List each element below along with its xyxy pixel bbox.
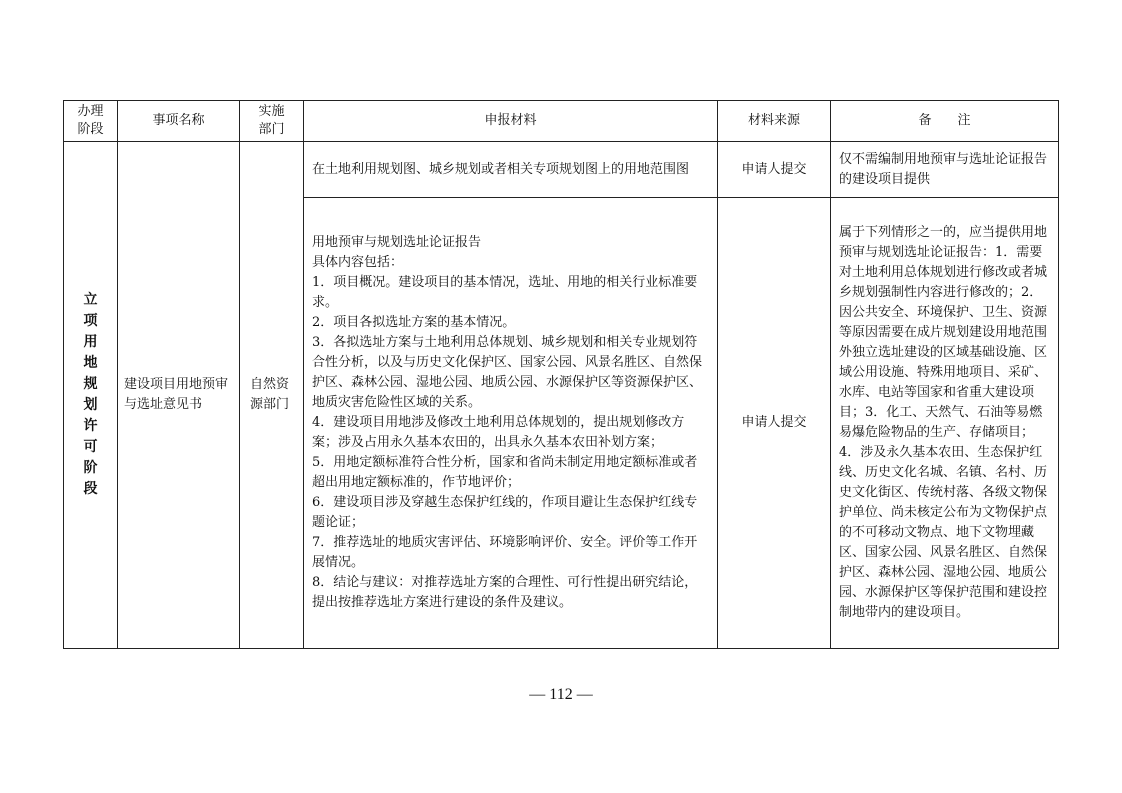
material-item: 3．各拟选址方案与土地利用总体规划、城乡规划和相关专业规划符合性分析，以及与历史文化保护区、国家公园、风景名胜区、自然保护区、森林公园、湿地公园、地质公园、水源保护区等资源保护区、地质灾害危险性区域的关系。 [312, 335, 703, 410]
stage-cell [64, 142, 118, 649]
source-cell-1: 申请人提交 [718, 142, 831, 198]
material-cell-1: 在土地利用规划图、城乡规划或者相关专项规划图上的用地范围图 [304, 142, 718, 198]
material-cell-2 [304, 198, 718, 649]
item-name-cell: 建设项目用地预审与选址意见书 [118, 142, 240, 649]
note-cell-2: 属于下列情形之一的，应当提供用地预审与规划选址论证报告：1．需要对土地利用总体规划进行修改或者城乡规划强制性内容进行修改的；2．因公共安全、环境保护、卫生、资源等原因需要在成片规划建设用地范围外独立选址建设的区域基础设施、区域公用设施、特殊用地项目、采矿、水库、电站等国家和省重大建设项目；3．化工、天然气、石油等易燃易爆危险物品的生产、存储项目；4．涉及永久基本农田、生态保护红线、历史文化名城、名镇、名村、历史文化街区、传统村落、各级文物保护单位、尚未核定公布为文物保护点的不可移动文物点、地下文物埋藏区、国家公园、风景名胜区、自然保护区、森林公园、湿地公园、地质公园、水源保护区等保护范围和建设控制地带内的建设项目。 [831, 198, 1059, 649]
header-stage: 办理阶段 [64, 101, 118, 142]
material-item: 6．建设项目涉及穿越生态保护红线的，作项目避让生态保护红线专题论证； [312, 495, 698, 530]
material-item: 1．项目概况。建设项目的基本情况，选址、用地的相关行业标准要求。 [312, 275, 698, 310]
material-item: 5．用地定额标准符合性分析，国家和省尚未制定用地定额标准或者超出用地定额标准的，作节地评价； [312, 455, 698, 490]
header-dept: 实施部门 [240, 101, 304, 142]
header-source: 材料来源 [718, 101, 831, 142]
material-item: 2．项目各拟选址方案的基本情况。 [312, 315, 516, 330]
header-note: 备 注 [831, 101, 1059, 142]
header-material: 申报材料 [304, 101, 718, 142]
source-cell-2: 申请人提交 [718, 198, 831, 649]
material-item: 4．建设项目用地涉及修改土地利用总体规划的，提出规划修改方案；涉及占用永久基本农田的，出具永久基本农田补划方案； [312, 415, 685, 450]
page-number: — 112 — [529, 686, 593, 703]
table-row [64, 142, 1059, 198]
header-row [64, 101, 1059, 142]
procedure-table [63, 100, 1059, 649]
note-cell-1: 仅不需编制用地预审与选址论证报告的建设项目提供 [831, 142, 1059, 198]
dept-cell: 自然资源部门 [240, 142, 304, 649]
material-intro: 具体内容包括： [312, 255, 404, 270]
material-item: 8．结论与建议：对推荐选址方案的合理性、可行性提出研究结论，提出按推荐选址方案进行建设的条件及建议。 [312, 575, 698, 610]
material-title: 用地预审与规划选址论证报告 [312, 235, 482, 250]
material-item: 7．推荐选址的地质灾害评估、环境影响评价、安全。评价等工作开展情况。 [312, 535, 698, 570]
header-item: 事项名称 [118, 101, 240, 142]
stage-label: 立项用地规划许可阶段 [83, 292, 98, 497]
